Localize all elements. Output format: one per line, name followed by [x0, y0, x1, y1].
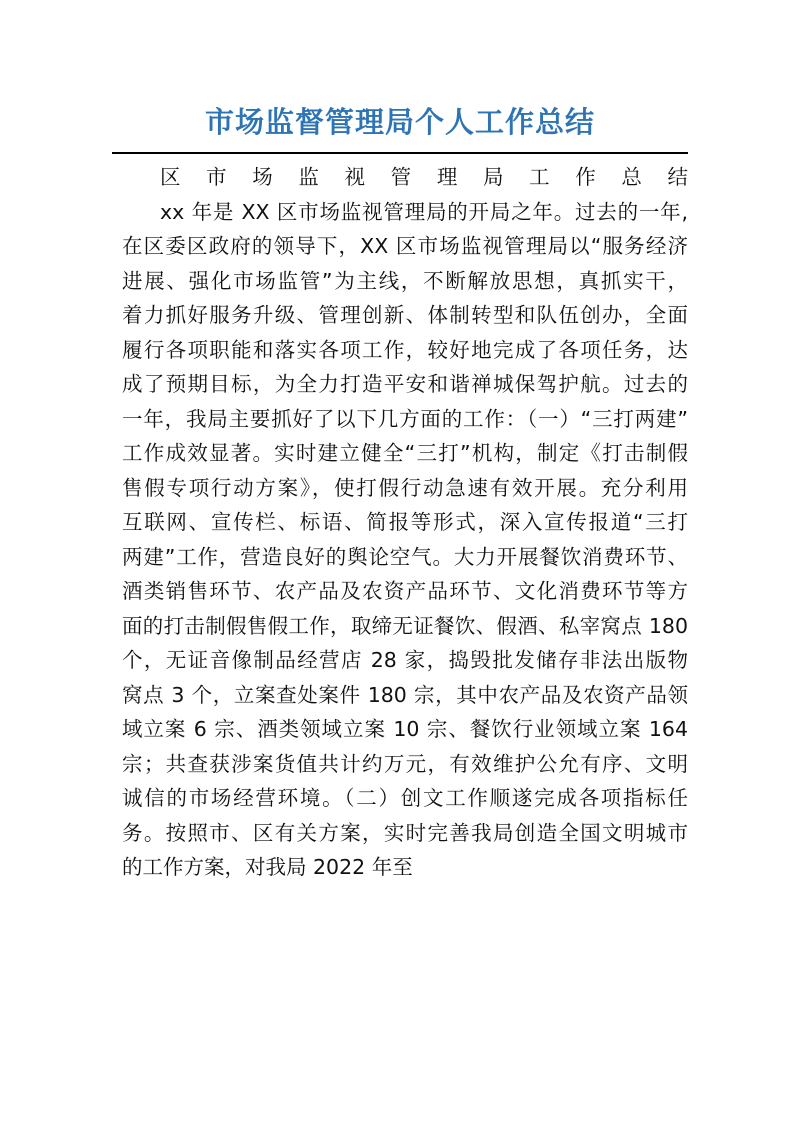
body-line: 一年，我局主要抓好了以下几方面的工作：（一）“三打两建” [122, 406, 688, 431]
body-line: 面的打击制假售假工作，取缔无证餐饮、假酒、私宰窝点 180 [122, 613, 688, 638]
paragraph-heading: 区市场监视管理局工作总结 [160, 165, 688, 189]
body-line: 着力抓好服务升级、管理创新、体制转型和队伍创办，全面 [122, 303, 688, 327]
body-line: 两建”工作，营造良好的舆论空气。大力开展餐饮消费环节、 [122, 544, 688, 569]
document-body [122, 160, 688, 885]
body-line: 宗；共查获涉案货值共计约万元，有效维护公允有序、文明 [122, 751, 688, 776]
body-line: 履行各项职能和落实各项工作，较好地完成了各项任务，达 [122, 337, 688, 362]
body-line: 酒类销售环节、农产品及农资产品环节、文化消费环节等方 [122, 579, 688, 603]
body-line: 务。按照市、区有关方案，实时完善我局创造全国文明城市 [122, 820, 688, 845]
body-line: 的工作方案，对我局 2022 年至 [122, 855, 413, 879]
body-line: 诚信的市场经营环境。（二）创文工作顺遂完成各项指标任 [122, 786, 688, 810]
body-line: 窝点 3 个，立案查处案件 180 宗，其中农产品及农资产品领 [122, 682, 688, 707]
body-line: 工作成效显著。实时建立健全“三打”机构，制定《打击制假 [122, 441, 688, 465]
document-title: 市场监督管理局个人工作总结 [204, 105, 595, 139]
body-line: 进展、强化市场监管”为主线，不断解放思想，真抓实干， [122, 268, 688, 293]
title-divider [112, 152, 688, 154]
body-line: 域立案 6 宗、酒类领域立案 10 宗、餐饮行业领域立案 164 [122, 717, 688, 741]
body-line: 个，无证音像制品经营店 28 家，捣毁批发储存非法出版物 [122, 648, 688, 672]
body-line: 售假专项行动方案》，使打假行动急速有效开展。充分利用 [122, 475, 688, 500]
body-line: 成了预期目标，为全力打造平安和谐禅城保驾护航。过去的 [122, 372, 688, 396]
body-line: 在区委区政府的领导下，XX 区市场监视管理局以“服务经济 [122, 234, 688, 258]
body-line: 互联网、宣传栏、标语、简报等形式，深入宣传报道“三打 [122, 510, 688, 534]
body-line: xx 年是 XX 区市场监视管理局的开局之年。过去的一年, [160, 199, 688, 224]
